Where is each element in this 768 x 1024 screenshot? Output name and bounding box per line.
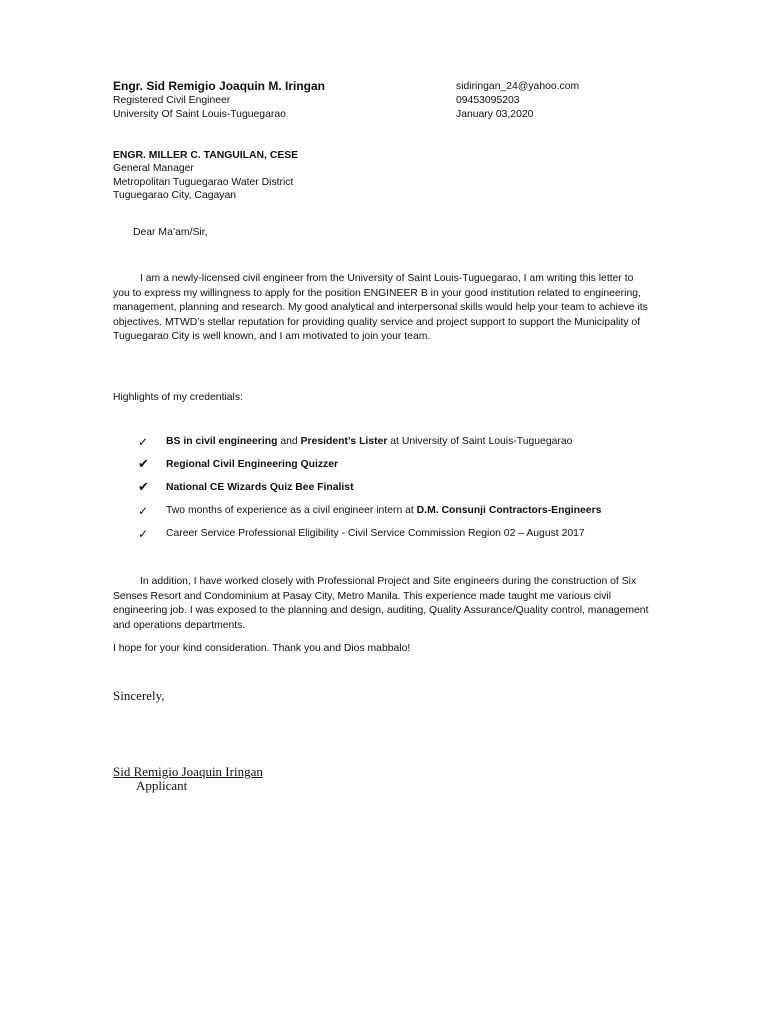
credential-honor: President’s Lister xyxy=(300,436,388,447)
highlights-heading: Highlights of my credentials: xyxy=(113,392,243,403)
signature-name: Sid Remigio Joaquin Iringan xyxy=(113,764,263,779)
credential-text: Career Service Professional Eligibility - Civil Service Commission Region 02 – August 2017 xyxy=(166,528,585,539)
recipient-address: Tuguegarao City, Cagayan xyxy=(113,190,237,201)
checkmark-icon: ✓ xyxy=(138,504,149,518)
sender-email: sidiringan_24@yahoo.com xyxy=(456,81,580,92)
credentials-list xyxy=(138,434,698,549)
salutation: Dear Ma’am/Sir, xyxy=(133,227,208,238)
checkmark-icon: ✔ xyxy=(138,480,149,495)
sender-name: Engr. Sid Remigio Joaquin M. Iringan xyxy=(113,79,326,93)
addition-text: In addition, I have worked closely with Professional Project and Site engineers during the construction of Six Senses Resort and Condominium at Pasay City, Metro Manila. This experience made taught me various civil engineering job. I was exposed to the planning and design, auditing, Quality Assurance/Quality control, management and operations departments. xyxy=(113,576,649,631)
credential-intern: Two months of experience as a civil engineer intern at xyxy=(166,505,417,516)
credential-text xyxy=(166,434,572,450)
letter-date: January 03,2020 xyxy=(456,109,534,120)
credential-text xyxy=(166,503,601,519)
recipient-org: Metropolitan Tuguegarao Water District xyxy=(113,177,294,188)
checkmark-icon: ✓ xyxy=(138,435,149,449)
sincerely: Sincerely, xyxy=(113,688,165,703)
credential-connector: and xyxy=(277,436,301,447)
signature-role: Applicant xyxy=(136,778,188,793)
credential-degree: BS in civil engineering xyxy=(166,436,278,447)
list-item xyxy=(138,434,698,457)
checkmark-icon: ✔ xyxy=(138,457,149,472)
recipient-position: General Manager xyxy=(113,163,194,174)
list-item xyxy=(138,480,698,503)
recipient-name: ENGR. MILLER C. TANGUILAN, CESE xyxy=(113,150,299,161)
list-item xyxy=(138,457,698,480)
list-item xyxy=(138,526,698,549)
addition-paragraph xyxy=(113,575,653,633)
list-item xyxy=(138,503,698,526)
checkmark-icon: ✓ xyxy=(138,527,149,541)
sender-school: University Of Saint Louis-Tuguegarao xyxy=(113,109,286,120)
credential-company: D.M. Consunji Contractors-Engineers xyxy=(416,505,602,516)
credential-text: Regional Civil Engineering Quizzer xyxy=(166,459,339,470)
intro-text: I am a newly-licensed civil engineer from the University of Saint Louis-Tuguegarao, I am writing this letter to you to express my willingness to apply for the position ENGINEER B in your good institution related to engineering, management, planning and research. My good analytical and interpersonal skills would help your team to achieve its objectives. MTWD’s stellar reputation for providing quality service and project support to support the Municipality of Tuguegarao City is well known, and I am motivated to join your team. xyxy=(113,273,648,342)
sender-phone: 09453095203 xyxy=(456,95,520,106)
intro-paragraph xyxy=(113,272,653,345)
credential-school: at University of Saint Louis-Tuguegarao xyxy=(387,436,573,447)
closing-line: I hope for your kind consideration. Thank you and Dios mabbalo! xyxy=(113,643,411,654)
credential-text: National CE Wizards Quiz Bee Finalist xyxy=(166,482,354,493)
sender-title: Registered Civil Engineer xyxy=(113,95,231,106)
